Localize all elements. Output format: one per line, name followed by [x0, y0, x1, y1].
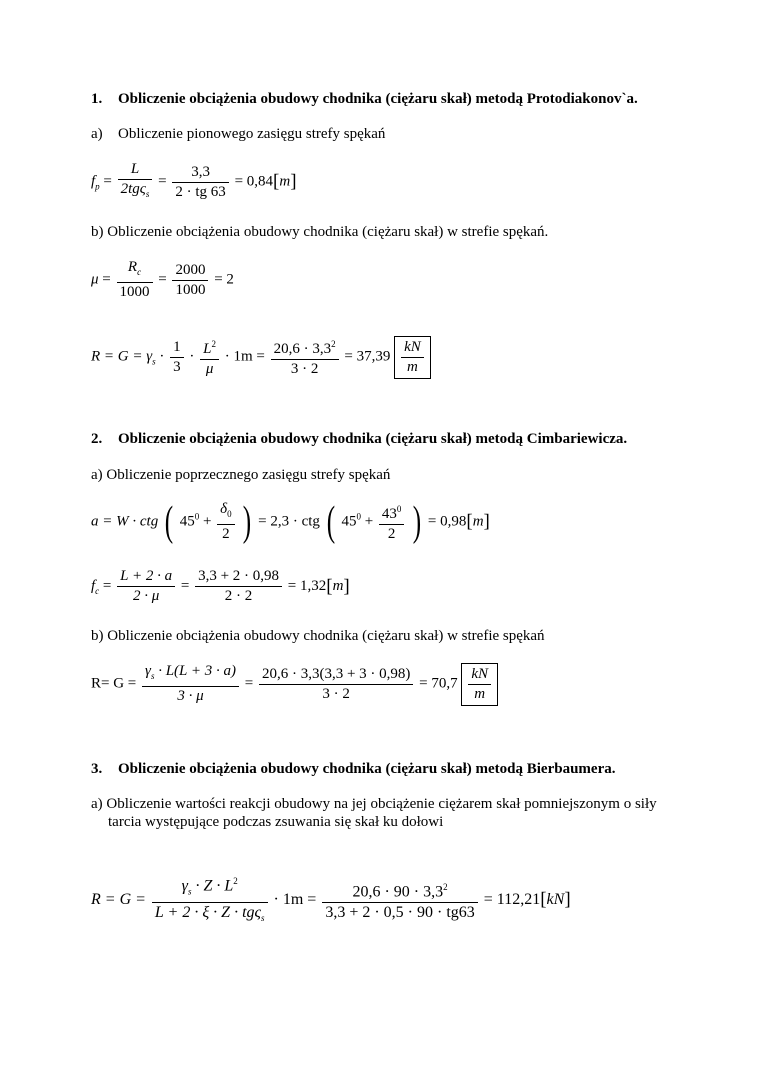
- equation-r1: $R = G = \gamma_s$ · $\frac{1}{3}$ · $\frac{L^2}{\mu}$ · 1m = $\frac{20,6 \cdot 3,3^2}{3 \cdot 2}$ = 37,39 $\frac{kN}{m}$: [91, 335, 431, 379]
- equation-fc: $f_c$ = $\frac{L + 2 \cdot a}{2 \cdot \mu}$ = $\frac{3,3 + 2 \cdot 0,98}{2 \cdot 2}$ = 1,32[m]: [91, 568, 350, 604]
- section3-a-text-line2: tarcia występujące podczas zsuwania się skał ku dołowi: [108, 814, 444, 830]
- equation-r2: R= G = $\frac{\gamma_s \cdot L(L + 3 \cdot a)}{3 \cdot \mu}$ = $\frac{20,6 \cdot 3,3(3,3 + 3 \cdot 0,98)}{3 \cdot 2}$ = 70,7 $\frac{kN}{m}$: [91, 662, 498, 706]
- section2-number: 2.: [91, 431, 103, 447]
- section2-title: Obliczenie obciążenia obudowy chodnika (ciężaru skał) metodą Cimbariewicza.: [118, 431, 628, 447]
- equation-fp: $f_p$ = $\frac{L}{2tg\varsigma_s}$ = $\frac{3,3}{2 \cdot tg 63}$ = 0,84[m]: [91, 161, 297, 200]
- section1-a-text: Obliczenie pionowego zasięgu strefy spękań: [118, 126, 386, 142]
- section2-a-text: a) Obliczenie poprzecznego zasięgu strefy spękań: [91, 467, 391, 483]
- section1-title: Obliczenie obciążenia obudowy chodnika (ciężaru skał) metodą Protodiakonov`a.: [118, 91, 638, 107]
- equation-r3: R = G = $\frac{\gamma_s \cdot Z \cdot L^2}{L + 2 \cdot \xi \cdot Z \cdot tg\varsigma_s}$ · 1m = $\frac{20,6 \cdot 90 \cdot 3,3^2}{3,3 + 2 \cdot 0,5 \cdot 90 \cdot tg63}$ = 112,21[kN]: [91, 872, 571, 928]
- section3-number: 3.: [91, 761, 103, 777]
- section2-b-text: b) Obliczenie obciążenia obudowy chodnika (ciężaru skał) w strefie spękań: [91, 628, 545, 644]
- section3-a-text-line1: a) Obliczenie wartości reakcji obudowy na jej obciążenie ciężarem skał pomniejszonym o siły: [91, 796, 657, 812]
- section3-title: Obliczenie obciążenia obudowy chodnika (ciężaru skał) metodą Bierbaumera.: [118, 761, 616, 777]
- equation-mu: μ = $\frac{R_c}{1000}$ = $\frac{2000}{1000}$ = 2: [91, 259, 234, 300]
- section1-number: 1.: [91, 91, 103, 107]
- equation-a: a = W · ctg ( $45^0$ + $\frac{\delta_0}{2}$ ) = 2,3 · ctg ( $45^0$ + $\frac{43^0}{2}$ ) = 0,98[m]: [91, 499, 490, 545]
- section1-a-marker: a): [91, 126, 103, 142]
- section1-b-text: b) Obliczenie obciążenia obudowy chodnika (ciężaru skał) w strefie spękań.: [91, 224, 549, 240]
